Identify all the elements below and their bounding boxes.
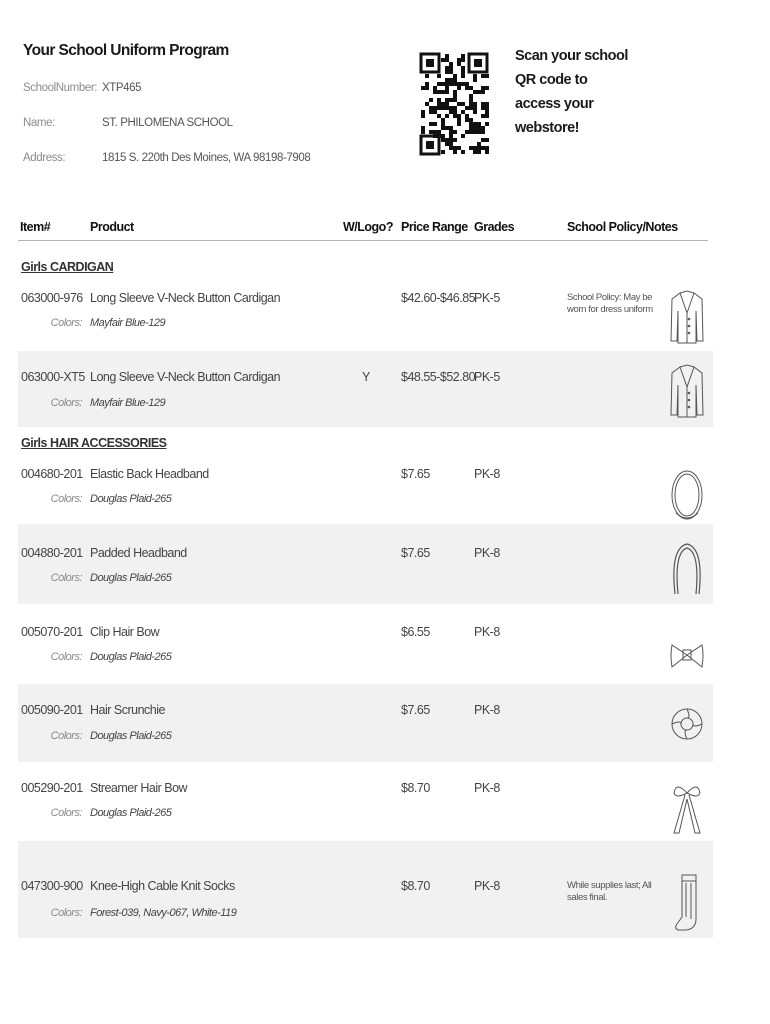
address-label: Address: bbox=[23, 152, 66, 164]
program-title: Your School Uniform Program bbox=[23, 42, 229, 59]
table-row[interactable] bbox=[18, 459, 713, 524]
table-row[interactable] bbox=[18, 617, 713, 684]
scrunchie-icon bbox=[668, 694, 706, 754]
grades: PK-8 bbox=[474, 879, 500, 893]
colors-value: Douglas Plaid-265 bbox=[90, 493, 172, 505]
product-name: Long Sleeve V-Neck Button Cardigan bbox=[90, 370, 281, 384]
colors-label: Colors: bbox=[50, 807, 82, 819]
price-range: $8.70 bbox=[401, 879, 430, 893]
colors-value: Douglas Plaid-265 bbox=[90, 730, 172, 742]
padded-headband-icon bbox=[668, 538, 706, 598]
table-row[interactable] bbox=[18, 283, 713, 351]
product-name: Long Sleeve V-Neck Button Cardigan bbox=[90, 291, 281, 305]
grades: PK-8 bbox=[474, 546, 500, 560]
product-name: Elastic Back Headband bbox=[90, 467, 209, 481]
table-row[interactable] bbox=[18, 773, 713, 841]
price-range: $7.65 bbox=[401, 703, 430, 717]
knee-sock-icon bbox=[668, 873, 706, 933]
category-girls-hair-accessories: Girls HAIR ACCESSORIES bbox=[21, 436, 167, 450]
school-name-value: ST. PHILOMENA SCHOOL bbox=[102, 117, 233, 129]
item-number: 005290-201 bbox=[21, 781, 83, 795]
elastic-headband-icon bbox=[668, 465, 706, 525]
colors-value: Mayfair Blue-129 bbox=[90, 397, 166, 409]
price-range: $42.60-$46.85 bbox=[401, 291, 476, 305]
grades: PK-5 bbox=[474, 370, 500, 384]
item-number: 047300-900 bbox=[21, 879, 83, 893]
grades: PK-5 bbox=[474, 291, 500, 305]
product-name: Clip Hair Bow bbox=[90, 625, 160, 639]
table-row[interactable] bbox=[18, 524, 713, 604]
colors-label: Colors: bbox=[50, 572, 82, 584]
colors-value: Douglas Plaid-265 bbox=[90, 651, 172, 663]
item-number: 063000-XT5 bbox=[21, 370, 85, 384]
cardigan-icon bbox=[668, 289, 706, 349]
item-number: 005090-201 bbox=[21, 703, 83, 717]
table-row[interactable] bbox=[18, 684, 713, 762]
school-number-label: SchoolNumber: bbox=[23, 82, 98, 94]
colors-value: Forest-039, Navy-067, White-119 bbox=[90, 907, 237, 919]
price-range: $6.55 bbox=[401, 625, 430, 639]
column-header-product: Product bbox=[90, 220, 134, 234]
item-number: 004880-201 bbox=[21, 546, 83, 560]
colors-label: Colors: bbox=[50, 493, 82, 505]
product-name: Streamer Hair Bow bbox=[90, 781, 188, 795]
colors-label: Colors: bbox=[50, 397, 82, 409]
colors-value: Mayfair Blue-129 bbox=[90, 317, 166, 329]
column-header-item: Item# bbox=[20, 220, 51, 234]
product-name: Padded Headband bbox=[90, 546, 187, 560]
scan-qr-instructions: Scan your school QR code to access your webstore! bbox=[515, 48, 628, 136]
qr-code-icon[interactable] bbox=[419, 52, 489, 156]
grades: PK-8 bbox=[474, 467, 500, 481]
policy-note: School Policy: May be worn for dress uniform bbox=[567, 292, 653, 315]
name-row bbox=[23, 117, 233, 129]
address-row bbox=[23, 152, 311, 164]
grades: PK-8 bbox=[474, 703, 500, 717]
name-label: Name: bbox=[23, 117, 55, 129]
price-range: $7.65 bbox=[401, 467, 430, 481]
colors-value: Douglas Plaid-265 bbox=[90, 572, 172, 584]
column-header-notes: School Policy/Notes bbox=[567, 220, 678, 234]
price-range: $7.65 bbox=[401, 546, 430, 560]
item-number: 063000-976 bbox=[21, 291, 83, 305]
logo-flag: Y bbox=[362, 370, 370, 384]
cardigan-icon bbox=[668, 363, 706, 423]
grades: PK-8 bbox=[474, 781, 500, 795]
hair-bow-icon bbox=[668, 623, 706, 683]
category-girls-cardigan: Girls CARDIGAN bbox=[21, 260, 114, 274]
column-header-grades: Grades bbox=[474, 220, 515, 234]
price-range: $48.55-$52.80 bbox=[401, 370, 476, 384]
policy-note: While supplies last; All sales final. bbox=[567, 880, 652, 903]
colors-label: Colors: bbox=[50, 907, 82, 919]
product-name: Hair Scrunchie bbox=[90, 703, 165, 717]
item-number: 005070-201 bbox=[21, 625, 83, 639]
school-number-row bbox=[23, 82, 142, 94]
header-divider bbox=[18, 240, 708, 241]
product-name: Knee-High Cable Knit Socks bbox=[90, 879, 235, 893]
column-header-logo: W/Logo? bbox=[343, 220, 393, 234]
grades: PK-8 bbox=[474, 625, 500, 639]
streamer-bow-icon bbox=[668, 779, 706, 839]
colors-label: Colors: bbox=[50, 317, 82, 329]
colors-label: Colors: bbox=[50, 730, 82, 742]
item-number: 004680-201 bbox=[21, 467, 83, 481]
price-range: $8.70 bbox=[401, 781, 430, 795]
table-row[interactable] bbox=[18, 841, 713, 938]
column-header-price: Price Range bbox=[401, 220, 468, 234]
school-number-value: XTP465 bbox=[102, 82, 142, 94]
table-row[interactable] bbox=[18, 351, 713, 427]
colors-value: Douglas Plaid-265 bbox=[90, 807, 172, 819]
address-value: 1815 S. 220th Des Moines, WA 98198-7908 bbox=[102, 152, 311, 164]
colors-label: Colors: bbox=[50, 651, 82, 663]
